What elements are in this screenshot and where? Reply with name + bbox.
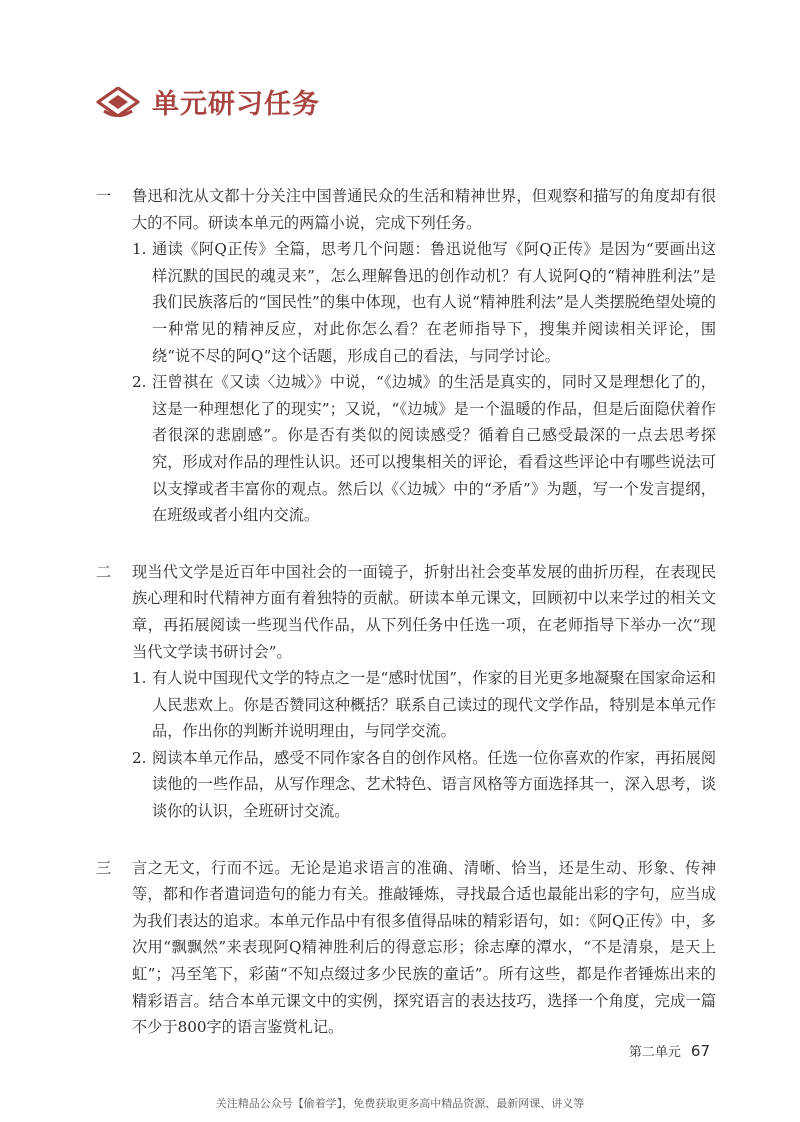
page-footer — [629, 1041, 710, 1060]
section-number: 二 — [96, 562, 112, 581]
graduation-cap-icon — [96, 87, 140, 117]
item-number: 1. — [132, 669, 147, 688]
task-section-3 — [96, 855, 716, 1041]
section-intro: 鲁迅和沈从文都十分关注中国普通民众的生活和精神世界，但观察和描写的角度却有很大的不同。研读本单元的两篇小说，完成下列任务。 — [132, 187, 716, 232]
section-header — [96, 82, 320, 121]
page-number: 67 — [690, 1042, 710, 1060]
section-intro: 现当代文学是近百年中国社会的一面镜子，折射出社会变革发展的曲折历程，在表现民族心理和时代精神方面有着独特的贡献。研读本单元课文，回顾初中以来学过的相关文章，再拓展阅读一些现当代作品，从下列任务中任选一项，在老师指导下举办一次“现当代文学读书研讨会”。 — [132, 562, 716, 661]
promo-banner: 关注精品公众号【偷着学】，免费获取更多高中精品资源、最新网课、讲义等 — [215, 1097, 585, 1110]
item-text: 阅读本单元作品，感受不同作家各自的创作风格。任选一位你喜欢的作家，再拓展阅读他的一些作品，从写作理念、艺术特色、语言风格等方面选择其一，深入思考，谈谈你的认识，全班研讨交流。 — [152, 748, 716, 821]
item-number: 2. — [132, 373, 147, 392]
task-item — [132, 665, 716, 745]
task-item — [132, 369, 716, 529]
item-text: 汪曾祺在《又读〈边城〉》中说，“《边城》的生活是真实的，同时又是理想化了的，这是一种理想化了的现实”；又说，“《边城》是一个温暖的作品，但是后面隐伏着作者很深的悲剧感”。你是否有类似的阅读感受？循着自己感受最深的一点去思考探究，形成对作品的理性认识。还可以搜集相关的评论，看看这些评论中有哪些说法可以支撑或者丰富你的观点。然后以《〈边城〉中的“矛盾”》为题，写一个发言提纲，在班级或者小组内交流。 — [152, 373, 716, 525]
item-number: 2. — [132, 748, 147, 767]
page-title: 单元研习任务 — [152, 89, 320, 120]
item-text: 有人说中国现代文学的特点之一是“感时忧国”，作家的目光更多地凝聚在国家命运和人民悲欢上。你是否赞同这种概括？联系自己读过的现代文学作品，特别是本单元作品，作出你的判断并说明理由，与同学交流。 — [152, 669, 716, 741]
section-number: 一 — [96, 187, 112, 205]
task-section-2 — [96, 559, 716, 825]
task-item — [132, 745, 716, 825]
section-number: 三 — [96, 858, 112, 877]
item-number: 1. — [132, 240, 147, 259]
task-section-1 — [96, 183, 716, 529]
unit-label: 第二单元 — [628, 1045, 681, 1060]
task-item — [132, 236, 716, 369]
section-intro: 言之无文，行而不远。无论是追求语言的准确、清晰、恰当，还是生动、形象、传神等，都和作者遣词造句的能力有关。推敲锤炼，寻找最合适也最能出彩的字句，应当成为我们表达的追求。本单元作品中有很多值得品味的精彩语句，如：《阿Q正传》中，多次用“飘飘然”来表现阿Q精神胜利后的得意忘形；徐志摩的潭水，“不是清泉，是天上虹”；冯至笔下，彩菌“不知点缀过多少民族的童话”。所有这些，都是作者锤炼出来的精彩语言。结合本单元课文中的实例，探究语言的表达技巧，选择一个角度，完成一篇不少于800字的语言鉴赏札记。 — [132, 858, 716, 1037]
task-list — [96, 183, 716, 1071]
item-text: 通读《阿Q正传》全篇，思考几个问题：鲁迅说他写《阿Q正传》是因为“要画出这样沉默的国民的魂灵来”，怎么理解鲁迅的创作动机？有人说阿Q的“精神胜利法”是我们民族落后的“国民性”的集中体现，也有人说“精神胜利法”是人类摆脱绝望处境的一种常见的精神反应，对此你怎么看？在老师指导下，搜集并阅读相关评论，围绕“说不尽的阿Q”这个话题，形成自己的看法，与同学讨论。 — [152, 240, 716, 365]
